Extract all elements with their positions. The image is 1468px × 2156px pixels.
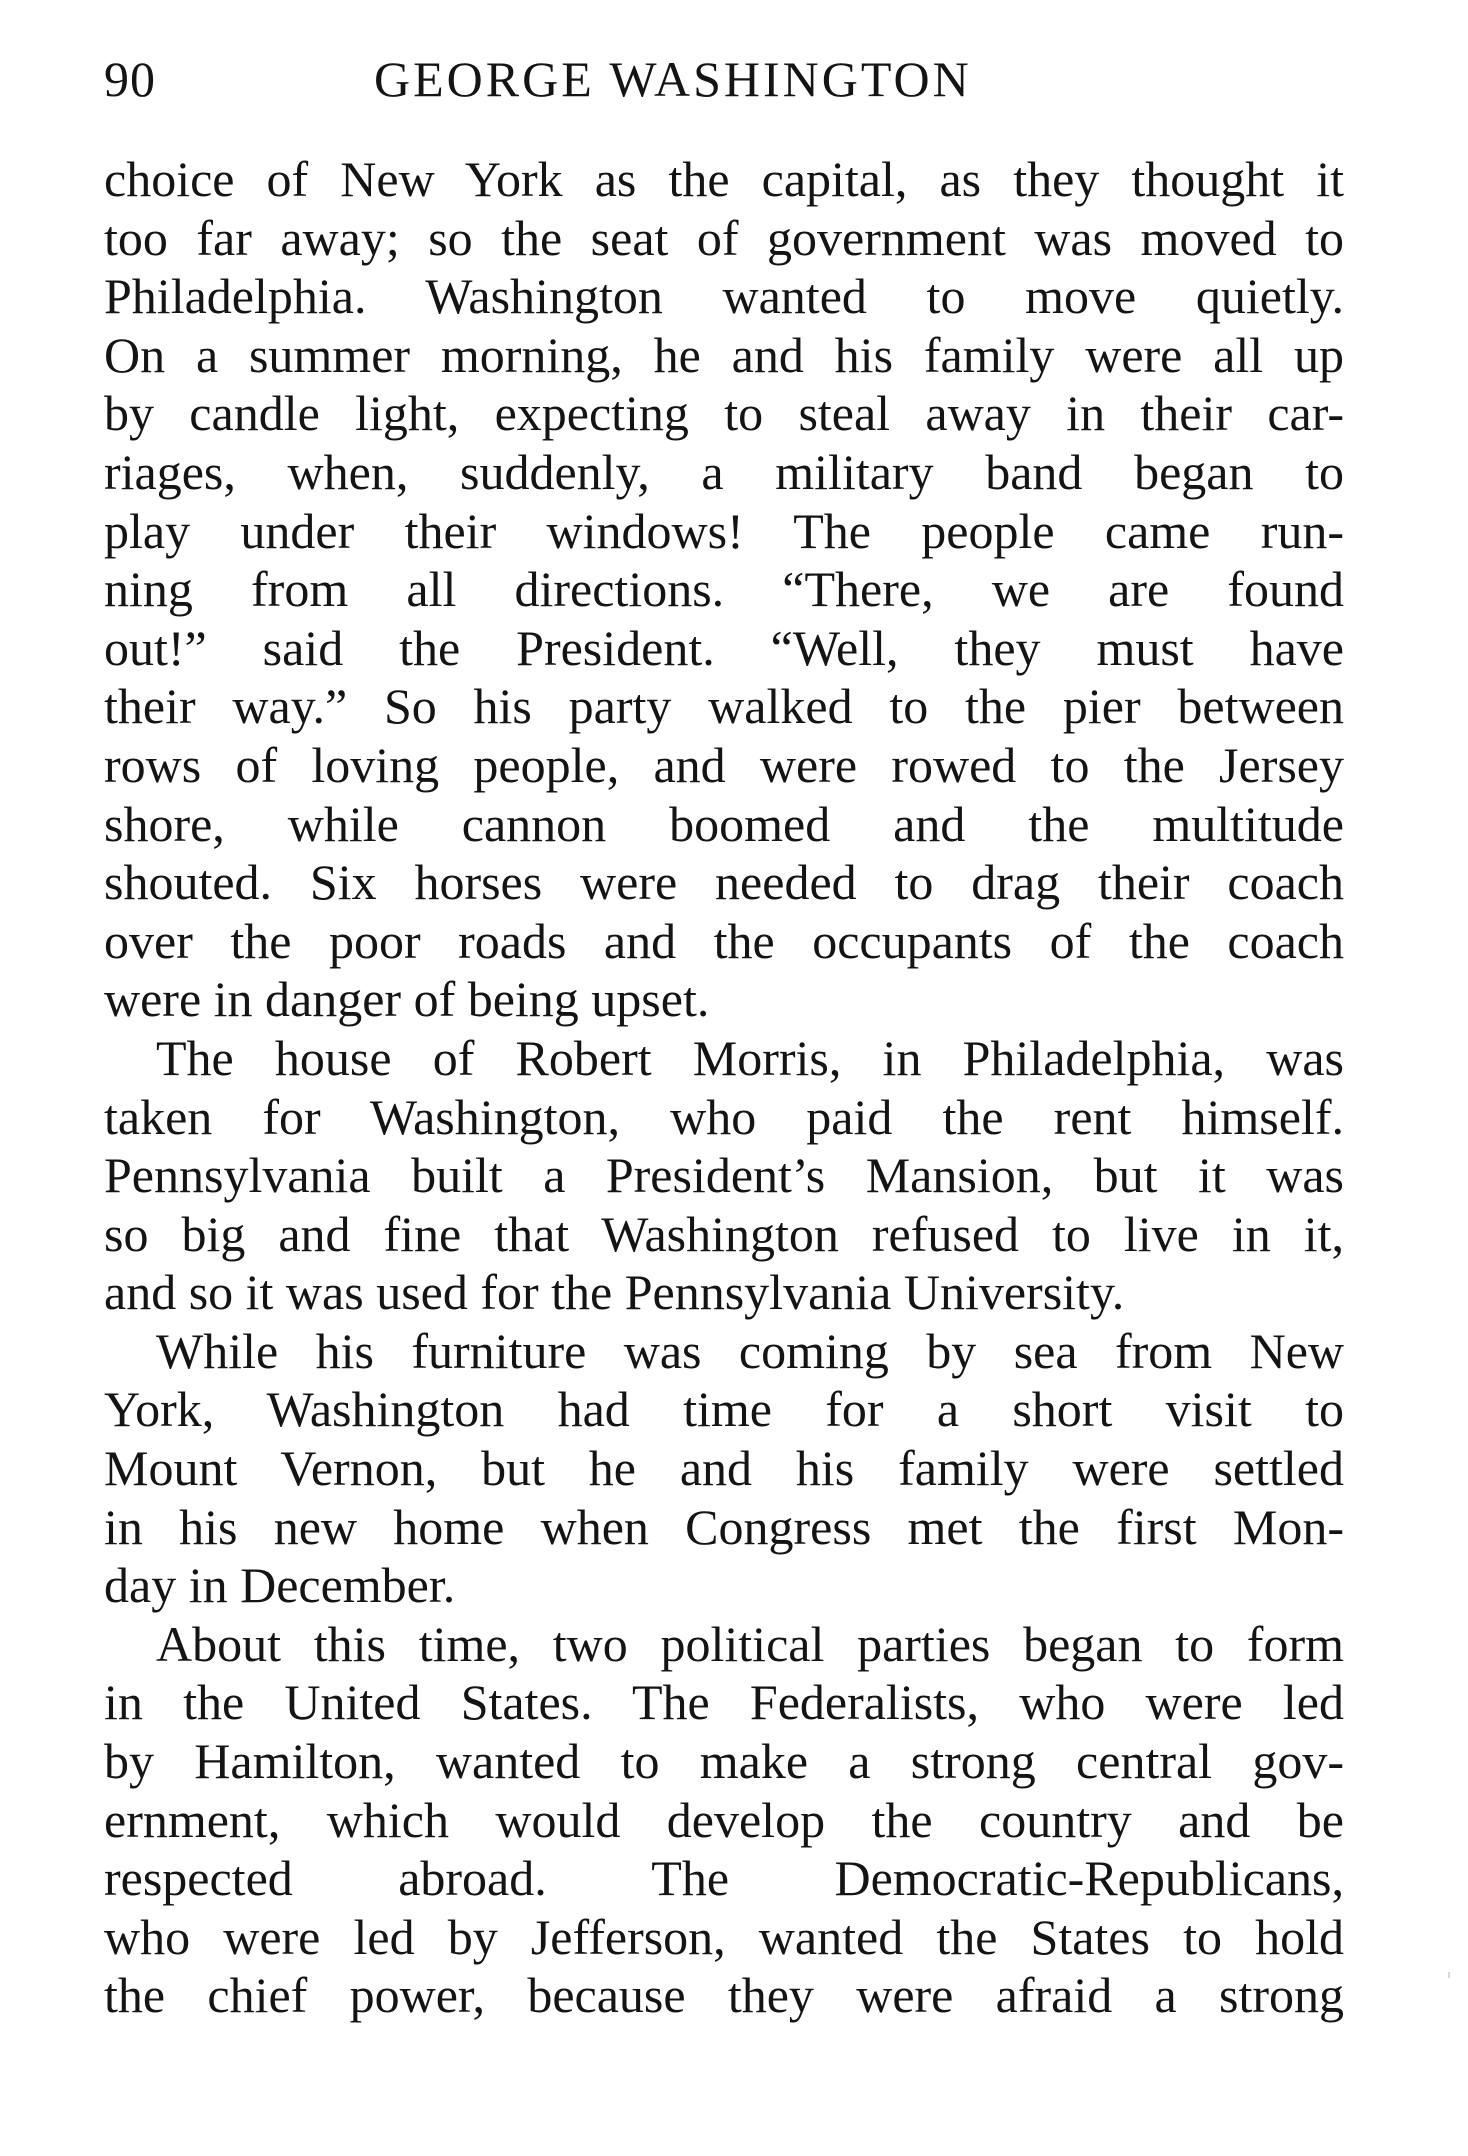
text-line: choice of New York as the capital, as they thought it [104, 151, 1344, 207]
running-head [104, 44, 1344, 114]
text-line: shore, while cannon boomed and the multitude [104, 795, 1344, 852]
text-line: riages, when, suddenly, a military band began to [104, 443, 1344, 500]
text-line: On a summer morning, he and his family were all up [104, 326, 1344, 383]
paragraph-end-line: and so it was used for the Pennsylvania University. [104, 1264, 1125, 1321]
text-line: over the poor roads and the occupants of the coach [104, 912, 1344, 969]
text-line: rows of loving people, and were rowed to the Jersey [104, 736, 1344, 793]
paragraph-end-line: were in danger of being upset. [104, 971, 710, 1028]
text-line: Philadelphia. Washington wanted to move quietly. [104, 268, 1344, 325]
page-number: 90 [104, 51, 156, 107]
text-line: Pennsylvania built a President’s Mansion, but it was [104, 1147, 1344, 1204]
text-line: out!” said the President. “Well, they must have [104, 619, 1344, 676]
paragraph-start-line: About this time, two political parties began to form [156, 1615, 1344, 1672]
text-line: by Hamilton, wanted to make a strong central gov- [104, 1733, 1344, 1790]
text-line: respected abroad. The Democratic-Republicans, [104, 1850, 1344, 1907]
text-line: York, Washington had time for a short visit to [104, 1381, 1344, 1438]
text-line: in his new home when Congress met the first Mon- [104, 1498, 1344, 1555]
text-line: play under their windows! The people came run- [104, 502, 1344, 559]
text-line: taken for Washington, who paid the rent himself. [104, 1088, 1344, 1145]
text-line: Mount Vernon, but he and his family were settled [104, 1440, 1344, 1497]
text-line: ning from all directions. “There, we are found [104, 561, 1344, 618]
text-line: shouted. Six horses were needed to drag their coach [104, 854, 1344, 911]
text-line: in the United States. The Federalists, who were led [104, 1674, 1344, 1731]
paper-speck [1448, 1972, 1450, 1978]
body-text [104, 150, 1344, 2025]
text-line: who were led by Jefferson, wanted the States to hold [104, 1908, 1344, 1965]
running-title: GEORGE WASHINGTON [374, 51, 972, 107]
text-line: so big and fine that Washington refused to live in it, [104, 1205, 1344, 1262]
paragraph-start-line: While his furniture was coming by sea from New [156, 1322, 1344, 1379]
text-line: the chief power, because they were afraid a strong [104, 1967, 1344, 2024]
paragraph-end-line: day in December. [104, 1557, 456, 1614]
text-line: too far away; so the seat of government was moved to [104, 209, 1344, 266]
paragraph-start-line: The house of Robert Morris, in Philadelphia, was [156, 1029, 1344, 1086]
text-line: their way.” So his party walked to the pier between [104, 678, 1344, 735]
text-line: ernment, which would develop the country and be [104, 1791, 1344, 1848]
text-line: by candle light, expecting to steal away in their car- [104, 385, 1344, 442]
